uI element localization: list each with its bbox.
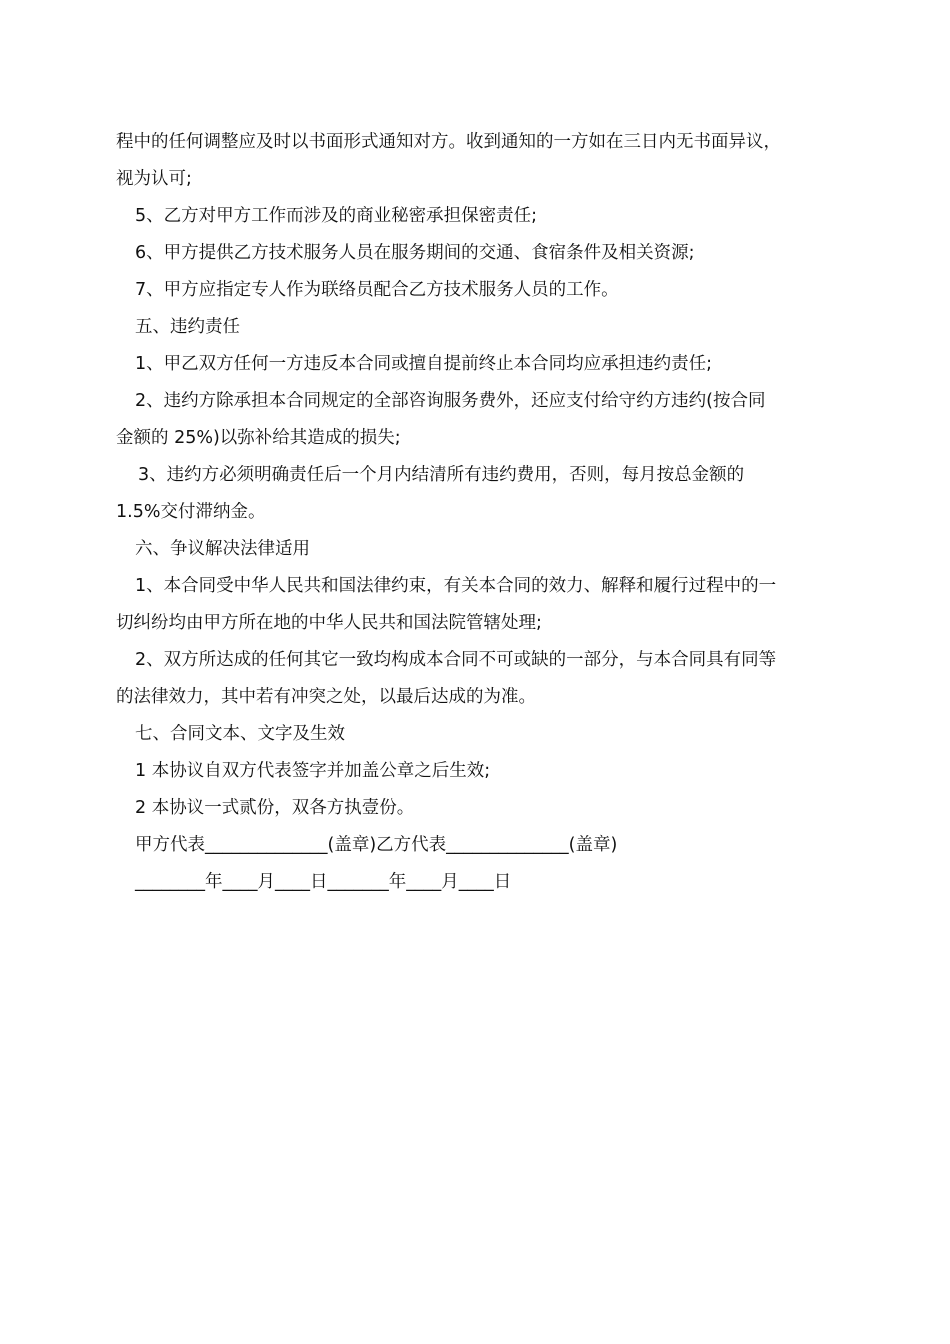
text-line: 1.5%交付滞纳金。 — [116, 502, 266, 522]
clause-item: 2 本协议一式贰份，双各方执壹份。 — [135, 798, 415, 818]
clause-item: 1 本协议自双方代表签字并加盖公章之后生效; — [135, 761, 491, 781]
text-line: 金额的 25%)以弥补给其造成的损失; — [116, 428, 401, 448]
date-line: ________年____月____日_______年____月____日 — [135, 872, 512, 892]
clause-item: 6、甲方提供乙方技术服务人员在服务期间的交通、食宿条件及相关资源; — [135, 243, 695, 263]
clause-item: 1、本合同受中华人民共和国法律约束，有关本合同的效力、解释和履行过程中的一 — [135, 576, 777, 596]
clause-item: 3、违约方必须明确责任后一个月内结清所有违约费用，否则，每月按总金额的 — [138, 465, 745, 485]
clause-item: 7、甲方应指定专人作为联络员配合乙方技术服务人员的工作。 — [135, 280, 619, 300]
clause-item: 2、违约方除承担本合同规定的全部咨询服务费外，还应支付给守约方违约(按合同 — [135, 391, 766, 411]
clause-item: 5、乙方对甲方工作而涉及的商业秘密承担保密责任; — [135, 206, 538, 226]
text-line: 视为认可; — [116, 169, 192, 189]
clause-item: 1、甲乙双方任何一方违反本合同或擅自提前终止本合同均应承担违约责任; — [135, 354, 713, 374]
document-body — [116, 124, 836, 901]
text-line: 的法律效力，其中若有冲突之处，以最后达成的为准。 — [116, 687, 536, 707]
clause-item: 2、双方所达成的任何其它一致均构成本合同不可或缺的一部分，与本合同具有同等 — [135, 650, 777, 670]
section-heading: 五、违约责任 — [135, 317, 240, 337]
section-heading: 六、争议解决法律适用 — [135, 539, 310, 559]
section-heading: 七、合同文本、文字及生效 — [135, 724, 345, 744]
signature-line: 甲方代表______________(盖章)乙方代表______________(盖章) — [135, 835, 618, 855]
text-line: 切纠纷均由甲方所在地的中华人民共和国法院管辖处理; — [116, 613, 542, 633]
text-line: 程中的任何调整应及时以书面形式通知对方。收到通知的一方如在三日内无书面异议， — [116, 132, 781, 152]
